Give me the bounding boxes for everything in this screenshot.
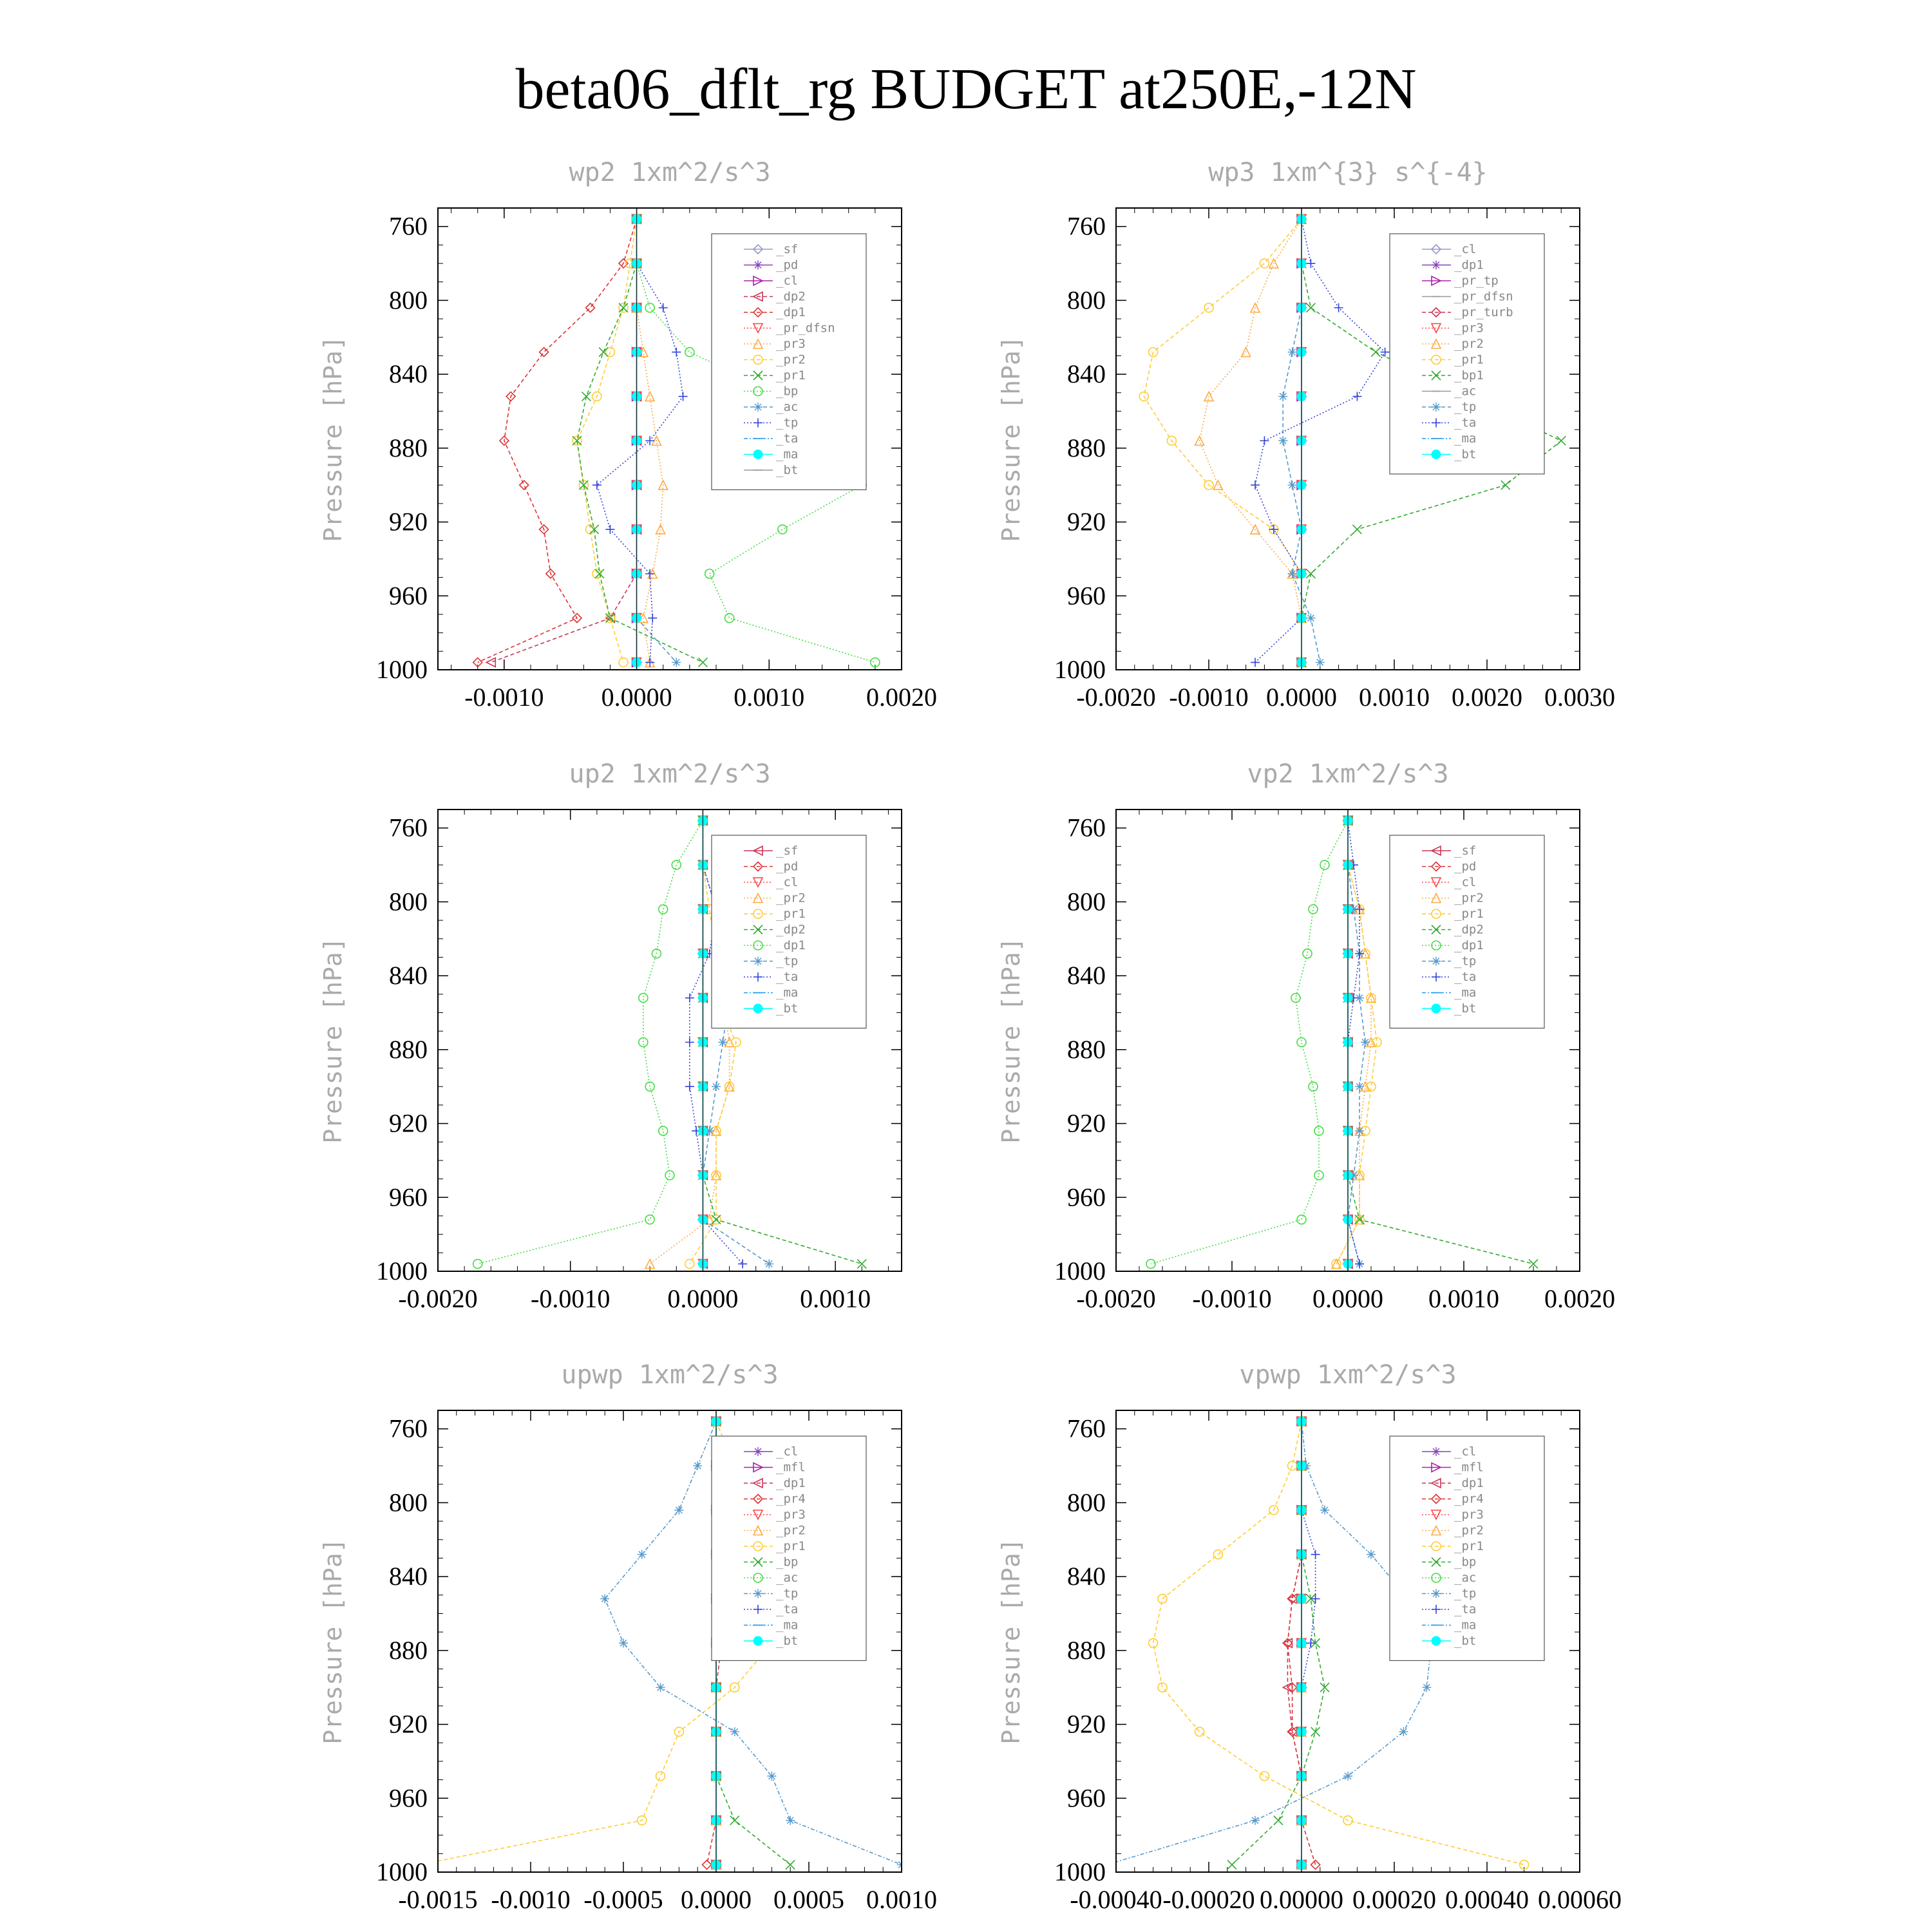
y-tick-label: 960 xyxy=(1067,1182,1106,1212)
y-tick-label: 760 xyxy=(389,211,428,241)
legend-label: _ma xyxy=(776,447,799,462)
legend-label: _bt xyxy=(776,463,799,477)
legend-label: _bp xyxy=(776,384,799,399)
x-tick-label: -0.0020 xyxy=(1076,683,1156,712)
y-tick-label: 840 xyxy=(389,359,428,389)
y-tick-label: 760 xyxy=(1067,1414,1106,1443)
legend-label: _cl xyxy=(1454,242,1477,256)
y-axis-label: Pressure [hPa] xyxy=(319,1538,347,1745)
legend-label: _dp2 xyxy=(776,922,806,937)
y-tick-label: 960 xyxy=(1067,1783,1106,1813)
y-tick-label: 960 xyxy=(389,1182,428,1212)
y-tick-label: 800 xyxy=(1067,887,1106,916)
y-tick-label: 800 xyxy=(389,1488,428,1517)
legend-label: _cl xyxy=(776,875,799,889)
legend-label: _cl xyxy=(776,274,799,288)
legend-marker xyxy=(1432,1636,1441,1645)
legend xyxy=(712,835,866,1028)
legend-label: _pr3 xyxy=(776,337,806,351)
data-point xyxy=(1367,1550,1376,1559)
y-tick-label: 1000 xyxy=(376,655,428,684)
figure-title: beta06_dflt_rg BUDGET at250E,-12N xyxy=(515,57,1417,121)
y-tick-label: 1000 xyxy=(376,1857,428,1886)
legend-label: _ma xyxy=(776,985,799,1000)
data-point xyxy=(1399,1727,1408,1736)
legend-label: _tp xyxy=(1454,1586,1477,1601)
data-point xyxy=(1306,614,1315,623)
y-tick-label: 920 xyxy=(389,1709,428,1739)
x-tick-label: 0.00020 xyxy=(1352,1885,1436,1914)
y-tick-label: 880 xyxy=(1067,1034,1106,1064)
legend-marker xyxy=(753,1636,762,1645)
y-tick-label: 1000 xyxy=(1054,1857,1106,1886)
y-tick-label: 800 xyxy=(389,285,428,315)
x-tick-label: 0.0005 xyxy=(773,1885,844,1914)
legend-label: _ta xyxy=(1454,415,1477,430)
legend-label: _pr1 xyxy=(776,907,806,921)
x-tick-label: -0.0010 xyxy=(491,1885,571,1914)
data-point xyxy=(656,1683,665,1692)
legend-label: _ma xyxy=(1454,985,1477,1000)
x-tick-label: 0.0020 xyxy=(866,683,937,712)
panel-title: wp2 1xm^2/s^3 xyxy=(569,158,771,187)
data-point xyxy=(1320,1506,1329,1515)
legend-label: _bt xyxy=(1454,1001,1477,1016)
panel-title: up2 1xm^2/s^3 xyxy=(569,759,771,789)
y-tick-label: 840 xyxy=(389,1562,428,1591)
data-point xyxy=(1361,1037,1370,1046)
y-tick-label: 800 xyxy=(1067,285,1106,315)
legend-label: _pr_dfsn xyxy=(776,321,835,336)
legend-label: _ma xyxy=(776,1618,799,1633)
legend-label: _pr2 xyxy=(1454,891,1484,905)
legend-marker xyxy=(1432,1447,1441,1456)
legend-label: _pr2 xyxy=(776,1523,806,1538)
x-tick-label: -0.0010 xyxy=(464,683,544,712)
legend-label: _pr_tp xyxy=(1454,274,1499,288)
x-tick-label: 0.0020 xyxy=(1544,1284,1615,1313)
legend-label: _tp xyxy=(776,954,799,969)
data-point xyxy=(1316,658,1325,667)
legend xyxy=(1390,1436,1544,1661)
legend-label: _pr_turb xyxy=(1454,305,1513,319)
legend-marker xyxy=(1432,957,1441,966)
data-point xyxy=(767,1772,776,1781)
legend-label: _ac xyxy=(1454,384,1477,399)
x-tick-label: -0.00040 xyxy=(1070,1885,1162,1914)
x-tick-label: -0.0020 xyxy=(398,1284,478,1313)
legend-marker xyxy=(753,450,762,459)
legend-label: _sf xyxy=(1454,844,1477,858)
y-tick-label: 880 xyxy=(389,1034,428,1064)
legend-label: _tp xyxy=(1454,954,1477,969)
legend-label: _bp xyxy=(1454,1555,1477,1569)
legend-label: _pr2 xyxy=(776,891,806,905)
y-tick-label: 800 xyxy=(389,887,428,916)
x-tick-label: 0.0010 xyxy=(1428,1284,1499,1313)
legend-label: _bt xyxy=(776,1634,799,1648)
legend-label: _pr3 xyxy=(1454,321,1484,336)
legend-label: _dp1 xyxy=(1454,938,1484,952)
x-tick-label: 0.00040 xyxy=(1445,1885,1529,1914)
data-point xyxy=(718,1037,727,1046)
legend-label: _sf xyxy=(776,242,799,256)
data-point xyxy=(693,1461,702,1470)
legend-label: _cl xyxy=(1454,1444,1477,1459)
legend-label: _bp xyxy=(776,1555,799,1569)
data-point xyxy=(1422,1683,1431,1692)
y-tick-label: 840 xyxy=(1067,1562,1106,1591)
legend xyxy=(1390,835,1544,1028)
legend-label: _bt xyxy=(1454,447,1477,462)
y-tick-label: 880 xyxy=(389,433,428,462)
legend xyxy=(712,1436,866,1661)
y-tick-label: 1000 xyxy=(376,1256,428,1285)
x-tick-label: 0.0000 xyxy=(681,1885,752,1914)
legend-label: _pr2 xyxy=(1454,337,1484,351)
panel-title: vpwp 1xm^2/s^3 xyxy=(1239,1360,1457,1390)
legend-marker xyxy=(753,261,762,270)
legend-label: _tp xyxy=(776,1586,799,1601)
legend-marker xyxy=(753,1447,762,1456)
data-point xyxy=(730,1727,739,1736)
data-point xyxy=(1288,569,1297,578)
data-point xyxy=(1288,348,1297,357)
legend-label: _pr3 xyxy=(1454,1508,1484,1522)
y-tick-label: 760 xyxy=(1067,813,1106,842)
y-tick-label: 880 xyxy=(389,1635,428,1665)
legend-label: _cl xyxy=(776,1444,799,1459)
data-point xyxy=(1355,1082,1364,1091)
data-point xyxy=(712,1082,721,1091)
x-tick-label: 0.0010 xyxy=(734,683,805,712)
legend-label: _dp1 xyxy=(1454,258,1484,272)
x-tick-label: 0.0010 xyxy=(800,1284,871,1313)
y-tick-label: 880 xyxy=(1067,1635,1106,1665)
y-tick-label: 840 xyxy=(1067,961,1106,990)
x-tick-label: -0.00020 xyxy=(1162,1885,1255,1914)
legend-marker xyxy=(753,957,762,966)
legend-label: _ta xyxy=(776,431,799,446)
y-tick-label: 880 xyxy=(1067,433,1106,462)
y-tick-label: 920 xyxy=(1067,1709,1106,1739)
x-tick-label: 0.00000 xyxy=(1260,1885,1343,1914)
x-tick-label: -0.0020 xyxy=(1076,1284,1156,1313)
y-tick-label: 920 xyxy=(389,1108,428,1138)
data-point xyxy=(786,1816,795,1825)
legend-label: _ta xyxy=(776,1602,799,1616)
legend-label: _dp1 xyxy=(776,1476,806,1490)
data-point xyxy=(672,658,681,667)
y-tick-label: 920 xyxy=(1067,507,1106,536)
y-axis-label: Pressure [hPa] xyxy=(997,336,1025,542)
y-tick-label: 760 xyxy=(389,1414,428,1443)
legend-label: _ma xyxy=(1454,431,1477,446)
x-tick-label: 0.0020 xyxy=(1452,683,1522,712)
legend-label: _ac xyxy=(776,400,799,414)
panel-title: vp2 1xm^2/s^3 xyxy=(1247,759,1449,789)
legend-marker xyxy=(1432,402,1441,412)
x-tick-label: -0.0010 xyxy=(1169,683,1249,712)
x-tick-label: 0.0000 xyxy=(1312,1284,1383,1313)
y-axis-label: Pressure [hPa] xyxy=(319,937,347,1144)
legend-label: _mfl xyxy=(1454,1460,1484,1475)
y-axis-label: Pressure [hPa] xyxy=(997,937,1025,1144)
x-tick-label: 0.0000 xyxy=(601,683,672,712)
legend-label: _sf xyxy=(776,844,799,858)
legend-label: _ma xyxy=(1454,1618,1477,1633)
y-tick-label: 920 xyxy=(1067,1108,1106,1138)
x-tick-label: -0.0010 xyxy=(531,1284,611,1313)
legend-label: _ta xyxy=(776,970,799,984)
legend-label: _bt xyxy=(776,1001,799,1016)
legend-label: _dp2 xyxy=(1454,922,1484,937)
data-point xyxy=(764,1260,773,1269)
panel-title: upwp 1xm^2/s^3 xyxy=(561,1360,779,1390)
panel-title: wp3 1xm^{3} s^{-4} xyxy=(1208,158,1488,187)
y-axis-label: Pressure [hPa] xyxy=(319,336,347,542)
legend-marker xyxy=(1432,1589,1441,1598)
y-tick-label: 760 xyxy=(389,813,428,842)
legend-label: _ac xyxy=(1454,1571,1477,1585)
legend-label: _cl xyxy=(1454,875,1477,889)
legend-label: _dp1 xyxy=(776,305,806,319)
y-tick-label: 920 xyxy=(389,507,428,536)
y-tick-label: 960 xyxy=(389,581,428,611)
legend-label: _pr4 xyxy=(776,1492,806,1506)
x-tick-label: 0.0000 xyxy=(667,1284,739,1313)
legend-label: _pd xyxy=(776,859,799,874)
legend-label: _pr1 xyxy=(1454,352,1484,367)
y-tick-label: 760 xyxy=(1067,211,1106,241)
data-point xyxy=(1343,1772,1352,1781)
x-tick-label: 0.0000 xyxy=(1266,683,1337,712)
x-tick-label: -0.0010 xyxy=(1192,1284,1272,1313)
y-axis-label: Pressure [hPa] xyxy=(997,1538,1025,1745)
legend-marker xyxy=(1432,261,1441,270)
y-tick-label: 1000 xyxy=(1054,1256,1106,1285)
legend xyxy=(1390,234,1544,474)
legend-label: _tp xyxy=(1454,400,1477,414)
legend-marker xyxy=(753,402,762,412)
legend-label: _pr3 xyxy=(776,1508,806,1522)
y-tick-label: 840 xyxy=(1067,359,1106,389)
y-tick-label: 800 xyxy=(1067,1488,1106,1517)
x-tick-label: 0.0010 xyxy=(1359,683,1430,712)
legend-label: _pr1 xyxy=(776,368,806,383)
legend-label: _ac xyxy=(776,1571,799,1585)
legend-label: _bp1 xyxy=(1454,368,1484,383)
data-point xyxy=(638,1550,647,1559)
data-point xyxy=(600,1595,609,1604)
y-tick-label: 960 xyxy=(1067,581,1106,611)
legend-label: _pd xyxy=(776,258,799,272)
legend-label: _pr_dfsn xyxy=(1454,289,1513,304)
x-tick-label: 0.00060 xyxy=(1538,1885,1622,1914)
y-tick-label: 960 xyxy=(389,1783,428,1813)
legend-label: _ta xyxy=(1454,1602,1477,1616)
x-tick-label: 0.0010 xyxy=(866,1885,937,1914)
legend-label: _pr1 xyxy=(776,1539,806,1553)
legend-label: _dp1 xyxy=(776,938,806,952)
legend-label: _pr1 xyxy=(1454,907,1484,921)
y-tick-label: 840 xyxy=(389,961,428,990)
legend-marker xyxy=(1432,1004,1441,1013)
x-tick-label: -0.0015 xyxy=(398,1885,478,1914)
legend-marker xyxy=(1432,450,1441,459)
legend-label: _dp1 xyxy=(1454,1476,1484,1490)
legend-label: _bt xyxy=(1454,1634,1477,1648)
legend-label: _pr2 xyxy=(776,352,806,367)
data-point xyxy=(619,1638,628,1647)
legend-label: _tp xyxy=(776,415,799,430)
legend-label: _dp2 xyxy=(776,289,806,304)
data-point xyxy=(1278,436,1287,445)
legend-label: _pr2 xyxy=(1454,1523,1484,1538)
legend-label: _mfl xyxy=(776,1460,806,1475)
data-point xyxy=(1355,1126,1364,1135)
legend xyxy=(712,234,866,490)
legend-marker xyxy=(753,1004,762,1013)
data-point xyxy=(674,1506,683,1515)
legend-label: _pr4 xyxy=(1454,1492,1484,1506)
x-tick-label: -0.0005 xyxy=(583,1885,663,1914)
x-tick-label: 0.0030 xyxy=(1544,683,1615,712)
legend-marker xyxy=(753,1589,762,1598)
data-point xyxy=(1288,480,1297,489)
data-point xyxy=(1278,392,1287,401)
data-point xyxy=(1251,1816,1260,1825)
legend-label: _pd xyxy=(1454,859,1477,874)
y-tick-label: 1000 xyxy=(1054,655,1106,684)
legend-label: _ta xyxy=(1454,970,1477,984)
legend-label: _pr1 xyxy=(1454,1539,1484,1553)
